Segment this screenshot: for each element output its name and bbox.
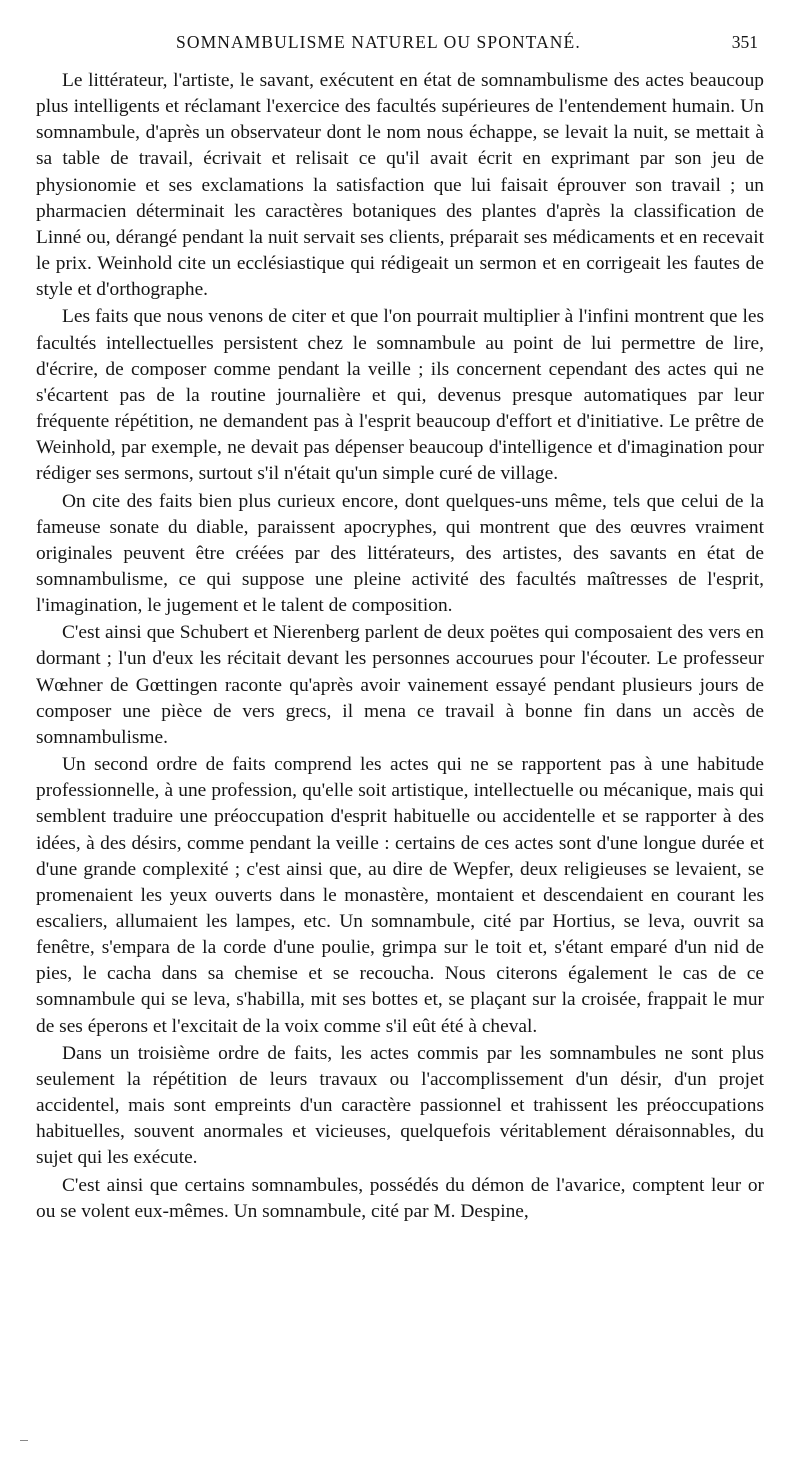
paragraph: C'est ainsi que certains somnambules, possédés du démon de l'avarice, comptent leur or ou se volent eux-mêmes. Un somnambule, cité par M. Despine, bbox=[36, 1174, 764, 1222]
paragraph: Les faits que nous venons de citer et que l'on pourrait multiplier à l'infini montrent que les facultés intellectuelles persistent chez le somnambule au point de lui permettre de lire, d'écrire, de composer comme pendant la veille ; ils concernent cependant des actes qui ne s'écartent pas de la routine journalière et qui, devenus presque automatiques par leur fréquente répétition, ne demandent pas à l'esprit beaucoup d'effort et d'initiative. Le prêtre de Weinhold, par exemple, ne devait pas dépenser beaucoup d'intelligence et d'imagination pour rédiger ses sermons, surtout s'il n'était qu'un simple curé de village. bbox=[36, 306, 764, 485]
body-text bbox=[36, 68, 764, 1225]
paragraph: Le littérateur, l'artiste, le savant, exécutent en état de somnambulisme des actes beaucoup plus intelligents et réclamant l'exercice des facultés supérieures de l'entendement humain. Un somnambule, d'après un observateur dont le nom nous échappe, se levait la nuit, se mettait à sa table de travail, écrivait et relisait ce qu'il avait écrit en exprimant par son jeu de physionomie et ses exclamations la satisfaction que lui faisait éprouver son travail ; un pharmacien déterminait les caractères botaniques des plantes d'après la classification de Linné ou, dérangé pendant la nuit servait ses clients, préparait ses médicaments et en recevait le prix. Weinhold cite un ecclésiastique qui rédigeait un sermon et en corrigeait les fautes de style et d'orthographe. bbox=[36, 70, 764, 301]
page-mark bbox=[20, 1440, 28, 1441]
paragraph: Dans un troisième ordre de faits, les actes commis par les somnambules ne sont plus seulement la répétition de leurs travaux ou l'accomplissement d'un désir, d'un projet accidentel, mais sont empreints d'un caractère passionnel et trahissent les préoccupations habituelles, souvent anormales et vicieuses, quelquefois véritablement déraisonnables, du sujet qui les exécute. bbox=[36, 1042, 764, 1169]
running-title: SOMNAMBULISME NATUREL OU SPONTANÉ. bbox=[176, 32, 581, 52]
paragraph: On cite des faits bien plus curieux encore, dont quelques-uns même, tels que celui de la fameuse sonate du diable, paraissent apocryphes, qui montrent que des œuvres vraiment originales peuvent être créées par des littérateurs, des artistes, des savants en état de somnambulisme, ce qui suppose une pleine activité des facultés maîtresses de l'esprit, l'imagination, le jugement et le talent de composition. bbox=[36, 490, 764, 617]
running-head bbox=[36, 32, 764, 58]
book-page bbox=[36, 0, 764, 1480]
page-number: 351 bbox=[731, 32, 758, 52]
paragraph: Un second ordre de faits comprend les actes qui ne se rapportent pas à une habitude professionnelle, à une profession, qu'elle soit artistique, intellectuelle ou mécanique, mais qui semblent traduire une préoccupation d'esprit habituelle ou accidentelle et se rapporter à des idées, à des désirs, comme pendant la veille : certains de ces actes sont d'une longue durée et d'une grande complexité ; c'est ainsi que, au dire de Wepfer, deux religieuses se levaient, se promenaient les yeux ouverts dans le monastère, montaient et descendaient en courant les escaliers, allumaient les lampes, etc. Un somnambule, cité par Hortius, se leva, ouvrit sa fenêtre, s'empara de la corde d'une poulie, grimpa sur le toit et, s'étant emparé d'un nid de pies, le cacha dans sa chemise et se recoucha. Nous citerons également le cas de ce somnambule qui se leva, s'habilla, mit ses bottes et, se plaçant sur la croisée, frappait le mur de ses éperons et l'excitait de la voix comme s'il eût été à cheval. bbox=[36, 754, 764, 1037]
paragraph: C'est ainsi que Schubert et Nierenberg parlent de deux poëtes qui composaient des vers en dormant ; l'un d'eux les récitait devant les personnes accourues pour l'écouter. Le professeur Wœhner de Gœttingen raconte qu'après avoir vainement essayé pendant plusieurs jours de composer une pièce de vers grecs, il mena ce travail à bonne fin dans un accès de somnambulisme. bbox=[36, 622, 764, 748]
